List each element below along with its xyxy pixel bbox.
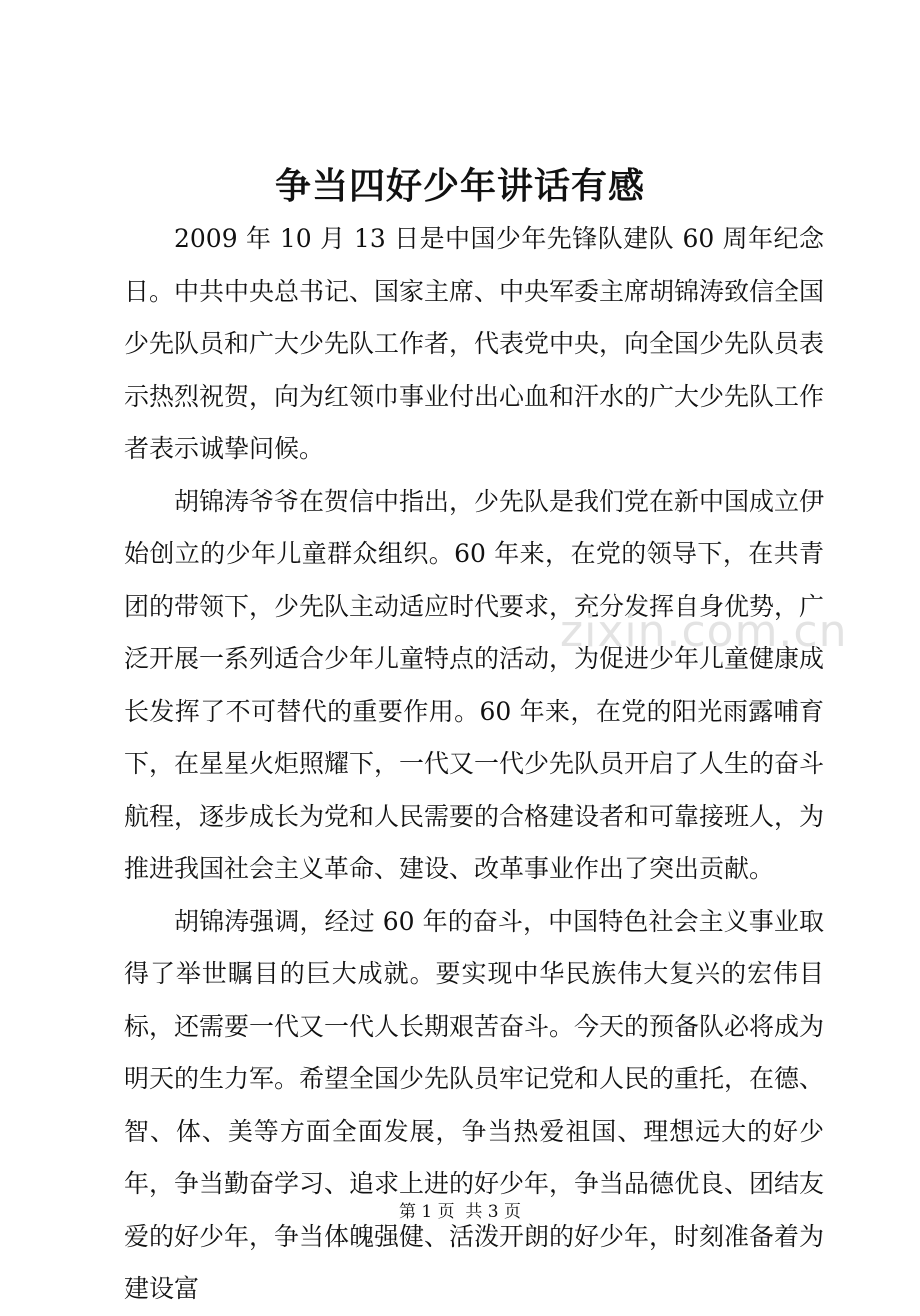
page-footer xyxy=(0,1200,920,1224)
document-title: 争当四好少年讲话有感 xyxy=(274,165,645,207)
paragraph-2: 胡锦涛爷爷在贺信中指出，少先队是我们党在新中国成立伊始创立的少年儿童群众组织。60 年来，在党的领导下，在共青团的带领下，少先队主动适应时代要求，充分发挥自身优势，广泛开展一系列适合少年儿童特点的活动，为促进少年儿童健康成长发挥了不可替代的重要作用。60 年来，在党的阳光雨露哺育下，在星星火炬照耀下，一代又一代少先队员开启了人生的奋斗航程，逐步成长为党和人民需要的合格建设者和可靠接班人，为推进我国社会主义革命、建设、改革事业作出了突出贡献。 xyxy=(124,486,825,883)
watermark: zixin.com.cn xyxy=(560,606,848,657)
paragraph-1: 2009 年 10 月 13 日是中国少年先锋队建队 60 周年纪念日。中共中央总书记、国家主席、中央军委主席胡锦涛致信全国少先队员和广大少先队工作者，代表党中央，向全国少先队员表示热烈祝贺，向为红领巾事业付出心血和汗水的广大少先队工作者表示诚挚问候。 xyxy=(124,224,825,463)
document-body xyxy=(124,213,824,1316)
page-number: 第 1 页 共 3 页 xyxy=(398,1202,522,1222)
paragraph-3: 胡锦涛强调，经过 60 年的奋斗，中国特色社会主义事业取得了举世瞩目的巨大成就。要实现中华民族伟大复兴的宏伟目标，还需要一代又一代人长期艰苦奋斗。今天的预备队必将成为明天的生力军。希望全国少先队员牢记党和人民的重托，在德、智、体、美等方面全面发展，争当热爱祖国、理想远大的好少年，争当勤奋学习、追求上进的好少年，争当品德优良、团结友爱的好少年，争当体魄强健、活泼开朗的好少年，时刻准备着为建设富 xyxy=(124,906,825,1303)
